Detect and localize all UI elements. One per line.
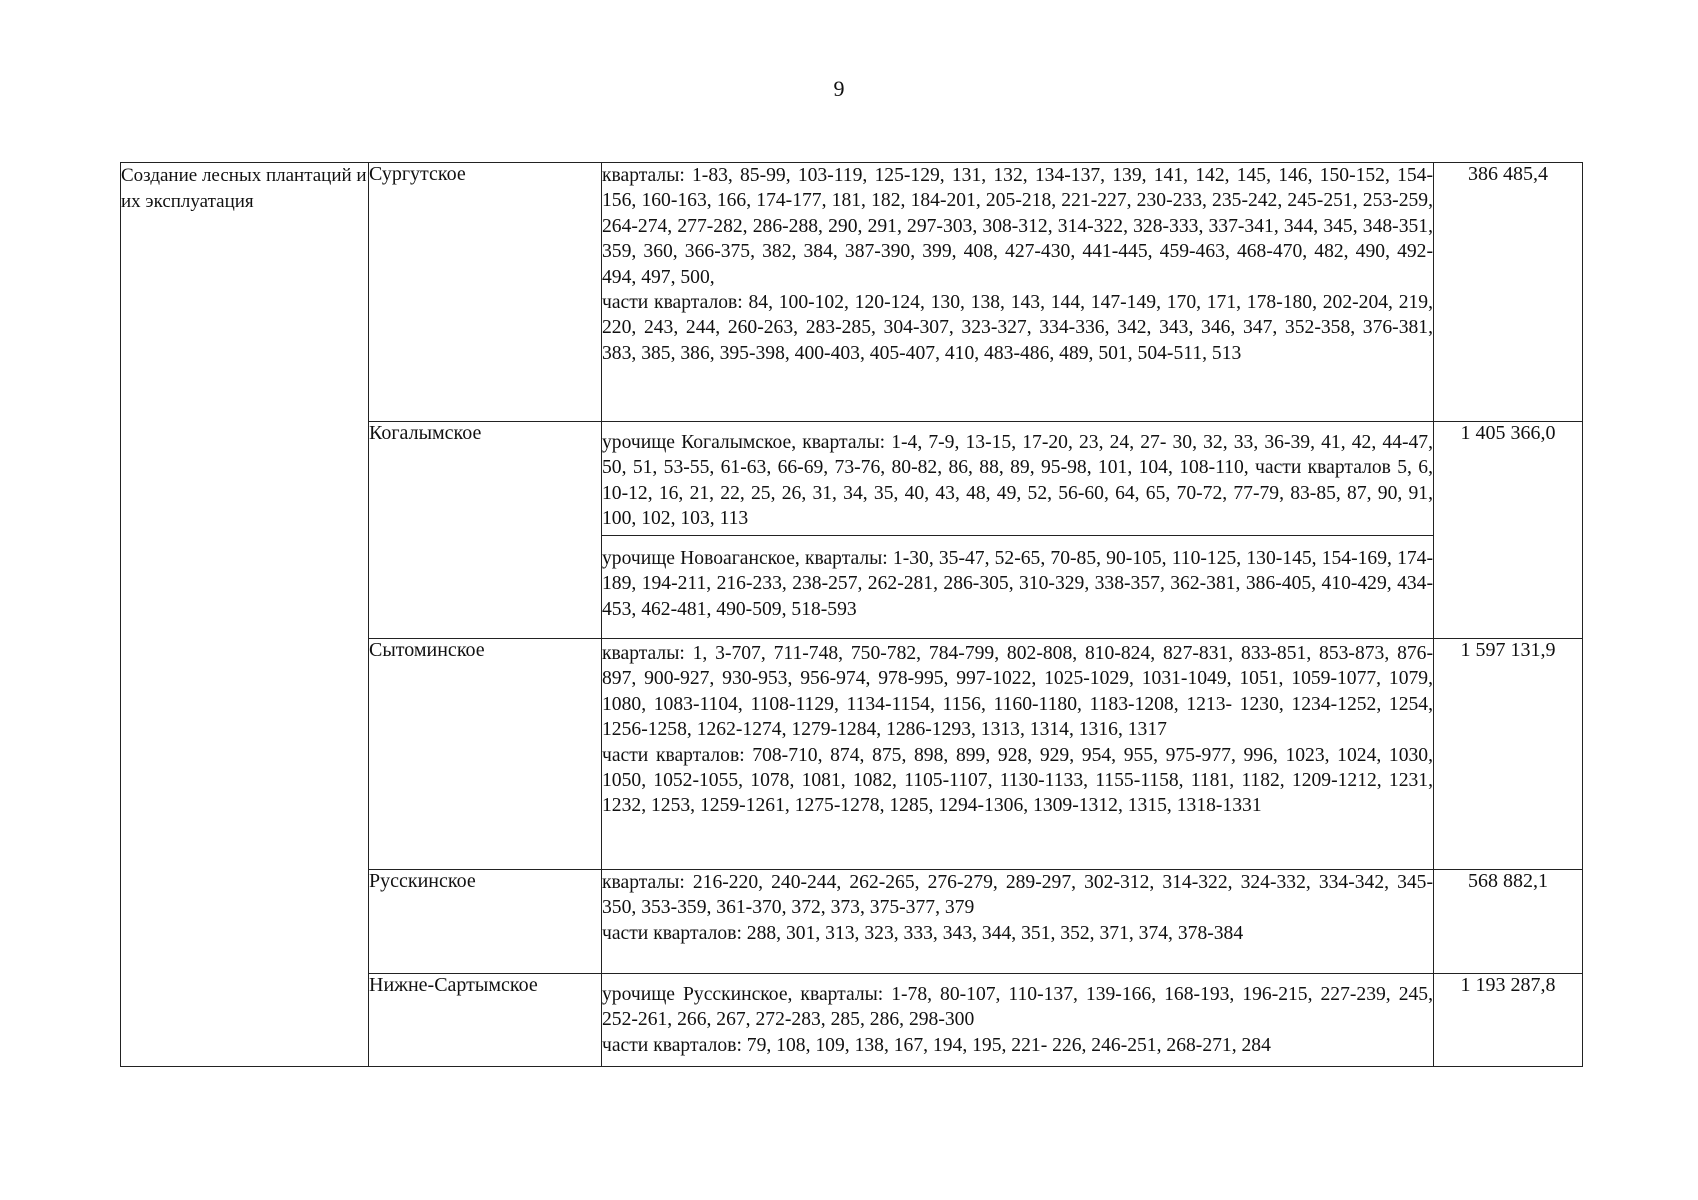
forestry-name: Когалымское	[369, 422, 602, 639]
activity-cell: Создание лесных плантаций и их эксплуатация	[121, 163, 369, 1067]
quarters-novoagan-tract: урочище Новоаганское, кварталы: 1-30, 35-47, 52-65, 70-85, 90-105, 110-125, 130-145, 154-169, 174-189, 194-211, 216-233, 238-257, 262-281, 286-305, 310-329, 338-357, 362-381, 386-405, 410-429, 434-453, 462-481, 490-509, 518-593	[602, 548, 1433, 620]
quarters-list	[602, 163, 1434, 422]
area-value: 386 485,4	[1434, 163, 1583, 422]
quarters-partial: части кварталов: 708-710, 874, 875, 898, 899, 928, 929, 954, 955, 975-977, 996, 1023, 1024, 1030, 1050, 1052-1055, 1078, 1081, 1082, 1105-1107, 1130-1133, 1155-1158, 1181, 1182, 1209-1212, 1231, 1232, 1253, 1259-1261, 1275-1278, 1285, 1294-1306, 1309-1312, 1315, 1318-1331	[602, 744, 1433, 817]
quarters-list	[602, 639, 1434, 870]
quarters-partial: части кварталов: 79, 108, 109, 138, 167, 194, 195, 221- 226, 246-251, 268-271, 284	[602, 1034, 1271, 1056]
quarters-list	[602, 870, 1434, 974]
quarters-list	[602, 536, 1434, 639]
area-value: 1 405 366,0	[1434, 422, 1583, 639]
area-value: 1 193 287,8	[1434, 974, 1583, 1067]
quarters-kogalym-tract: урочище Когалымское, кварталы: 1-4, 7-9, 13-15, 17-20, 23, 24, 27- 30, 32, 33, 36-39, 41, 42, 44-47, 50, 51, 53-55, 61-63, 66-69, 73-76, 80-82, 86, 88, 89, 95-98, 101, 104, 108-110, части кварталов 5, 6, 10-12, 16, 21, 22, 25, 26, 31, 34, 35, 40, 43, 48, 49, 52, 56-60, 64, 65, 70-72, 77-79, 83-85, 87, 90, 91, 100, 102, 103, 113	[602, 432, 1433, 530]
quarters-list	[602, 974, 1434, 1067]
forestry-name: Нижне-Сартымское	[369, 974, 602, 1067]
forestry-name: Сытоминское	[369, 639, 602, 870]
forestry-name: Русскинское	[369, 870, 602, 974]
quarters-partial: части кварталов: 288, 301, 313, 323, 333, 343, 344, 351, 352, 371, 374, 378-384	[602, 922, 1244, 944]
quarters-full: кварталы: 1-83, 85-99, 103-119, 125-129, 131, 132, 134-137, 139, 141, 142, 145, 146, 150-152, 154-156, 160-163, 166, 174-177, 181, 182, 184-201, 205-218, 221-227, 230-233, 235-242, 245-251, 253-259, 264-274, 277-282, 286-288, 290, 291, 297-303, 308-312, 314-322, 328-333, 337-341, 344, 345, 348-351, 359, 360, 366-375, 382, 384, 387-390, 399, 408, 427-430, 441-445, 459-463, 468-470, 482, 490, 492-494, 497, 500,	[602, 165, 1433, 288]
quarters-full: кварталы: 1, 3-707, 711-748, 750-782, 784-799, 802-808, 810-824, 827-831, 833-851, 853-873, 876-897, 900-927, 930-953, 956-974, 978-995, 997-1022, 1025-1029, 1031-1049, 1051, 1059-1077, 1079, 1080, 1083-1104, 1108-1129, 1134-1154, 1156, 1160-1180, 1183-1208, 1213- 1230, 1234-1252, 1254, 1256-1258, 1262-1274, 1279-1284, 1286-1293, 1313, 1314, 1316, 1317	[602, 643, 1433, 741]
area-value: 1 597 131,9	[1434, 639, 1583, 870]
quarters-partial: части кварталов: 84, 100-102, 120-124, 130, 138, 143, 144, 147-149, 170, 171, 178-180, 202-204, 219, 220, 243, 244, 260-263, 283-285, 304-307, 323-327, 334-336, 342, 343, 346, 347, 352-358, 376-381, 383, 385, 386, 395-398, 400-403, 405-407, 410, 483-486, 489, 501, 504-511, 513	[602, 292, 1433, 364]
forestry-quarters-table	[120, 162, 1583, 1067]
area-value: 568 882,1	[1434, 870, 1583, 974]
quarters-full: урочище Русскинское, кварталы: 1-78, 80-107, 110-137, 139-166, 168-193, 196-215, 227-239, 245, 252-261, 266, 267, 272-283, 285, 286, 298-300	[602, 984, 1433, 1031]
quarters-list	[602, 422, 1434, 536]
forestry-name: Сургутское	[369, 163, 602, 422]
table-row	[121, 163, 1583, 422]
quarters-full: кварталы: 216-220, 240-244, 262-265, 276-279, 289-297, 302-312, 314-322, 324-332, 334-342, 345-350, 353-359, 361-370, 372, 373, 375-377, 379	[602, 872, 1433, 919]
page-number: 9	[833, 76, 845, 101]
